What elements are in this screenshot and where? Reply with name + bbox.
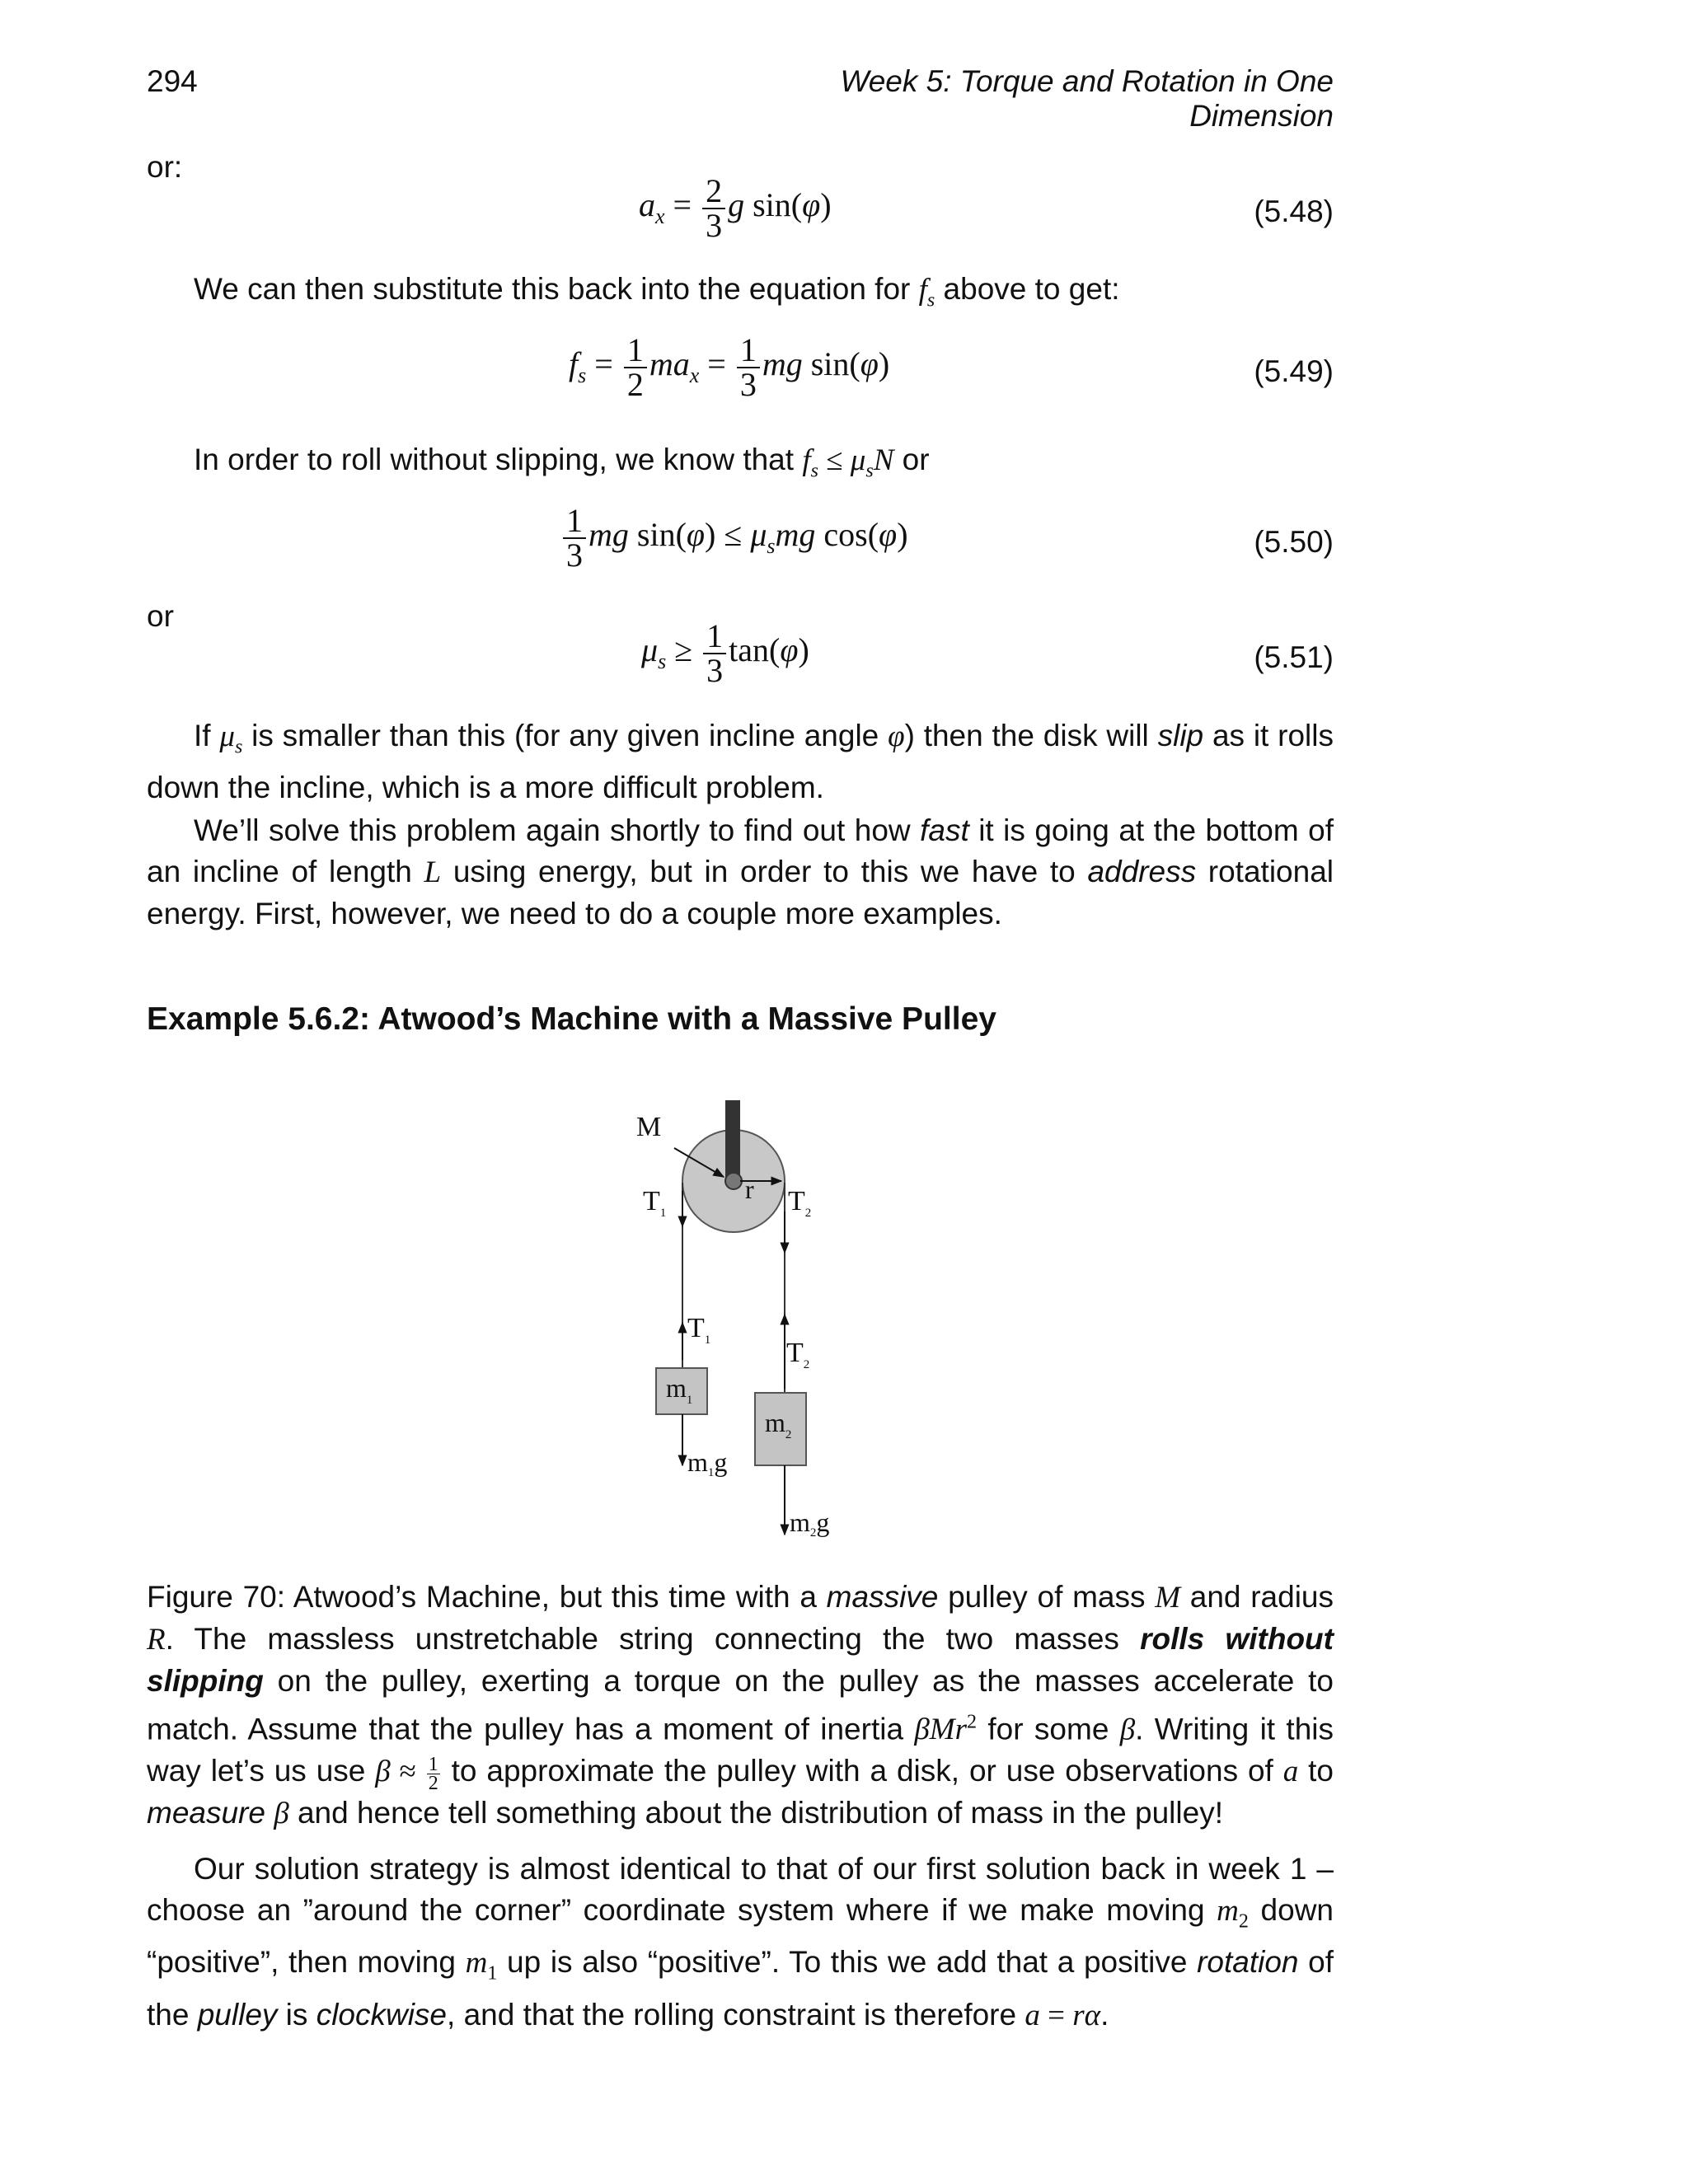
page-number: 294 <box>147 64 198 98</box>
label-weight-m1: m1g <box>687 1447 728 1479</box>
figure-caption: Figure 70: Atwood’s Machine, but this time with a massive pulley of mass M and radius R. The massless unstretchable string connecting the two masses rolls without slipping on the pulley, exerting a torque on the pulley as the masses accelerate to match. Assume that the pulley has a moment of inertia βMr$^2$ for some β. Writing it this way let’s us use β ≈ $\frac{1}{2}$ to approximate the pulley with a disk, or use observations of a to measure β and hence tell something about the distribution of mass in the pulley! <box>147 1580 1334 1831</box>
paragraph-slip: If $\mu_s$ is smaller than this (for any given incline angle φ) then the disk will slip as it rolls down the incline, which is a more difficult problem. <box>147 719 1334 805</box>
equation-5-50: $\frac{1}{3}$ mg $\sin(\varphi) \le \mu_smg$ cos(φ) <box>560 504 908 572</box>
label-t1-mass: $T_1$ <box>687 1313 711 1347</box>
label-m2: $m_2$ <box>765 1408 792 1441</box>
equation-number: (5.49) <box>1254 354 1334 388</box>
example-heading: Example 5.6.2: Atwood’s Machine with a Massive Pulley <box>147 1001 996 1037</box>
equation-5-48: $a_x$ = $\frac{2}{3}$ g sin(φ) <box>639 172 832 244</box>
label-radius: r <box>745 1174 754 1204</box>
paragraph-roll-condition: In order to roll without slipping, we know that $f_s \le \mu_sN$ or <box>194 443 930 482</box>
equation-5-49: $f_s$ = $\frac{1}{2}$ $ma_x$ = $\frac{1}{3}$ mg sin(φ) <box>569 331 890 403</box>
equation-number: (5.50) <box>1254 525 1334 559</box>
label-weight-m2: m2g <box>790 1507 830 1540</box>
equation-number: (5.48) <box>1254 194 1334 228</box>
pulley-axle <box>725 1173 742 1189</box>
label-t1-top: $T_1$ <box>643 1186 667 1220</box>
paragraph-solution-strategy: Our solution strategy is almost identical to that of our first solution back in week 1 – choose an ”around the corner” coordinate system where if we make moving $m_2$ down “positive”, then moving $m_1$ up is also “positive”. To this we add that a positive rotation of the pulley is clockwise, and that the rolling constraint is therefore a = rα. <box>147 1852 1334 2032</box>
pulley-bracket <box>725 1100 740 1184</box>
paragraph-energy-preview: We’ll solve this problem again shortly to find out how fast it is going at the bottom of an incline of length L using energy, but in order to this we have to address rotational energy. First, however, we need to do a couple more examples. <box>147 813 1334 930</box>
running-title: Week 5: Torque and Rotation in One Dimension <box>840 64 1334 133</box>
label-m1: $m_1$ <box>666 1373 693 1407</box>
paragraph-substitute: We can then substitute this back into the equation for $f_s$ above to get: <box>194 272 1120 312</box>
text-or: or <box>147 599 174 633</box>
label-t2-mass: $T_2$ <box>786 1338 810 1371</box>
text-or-colon: or: <box>147 150 183 184</box>
equation-5-51: $\mu_s$ ≥ $\frac{1}{3}$ tan(φ) <box>641 617 809 689</box>
equation-number: (5.51) <box>1254 640 1334 674</box>
label-t2-top: $T_2$ <box>788 1186 812 1220</box>
label-pulley-mass: M <box>636 1112 662 1142</box>
